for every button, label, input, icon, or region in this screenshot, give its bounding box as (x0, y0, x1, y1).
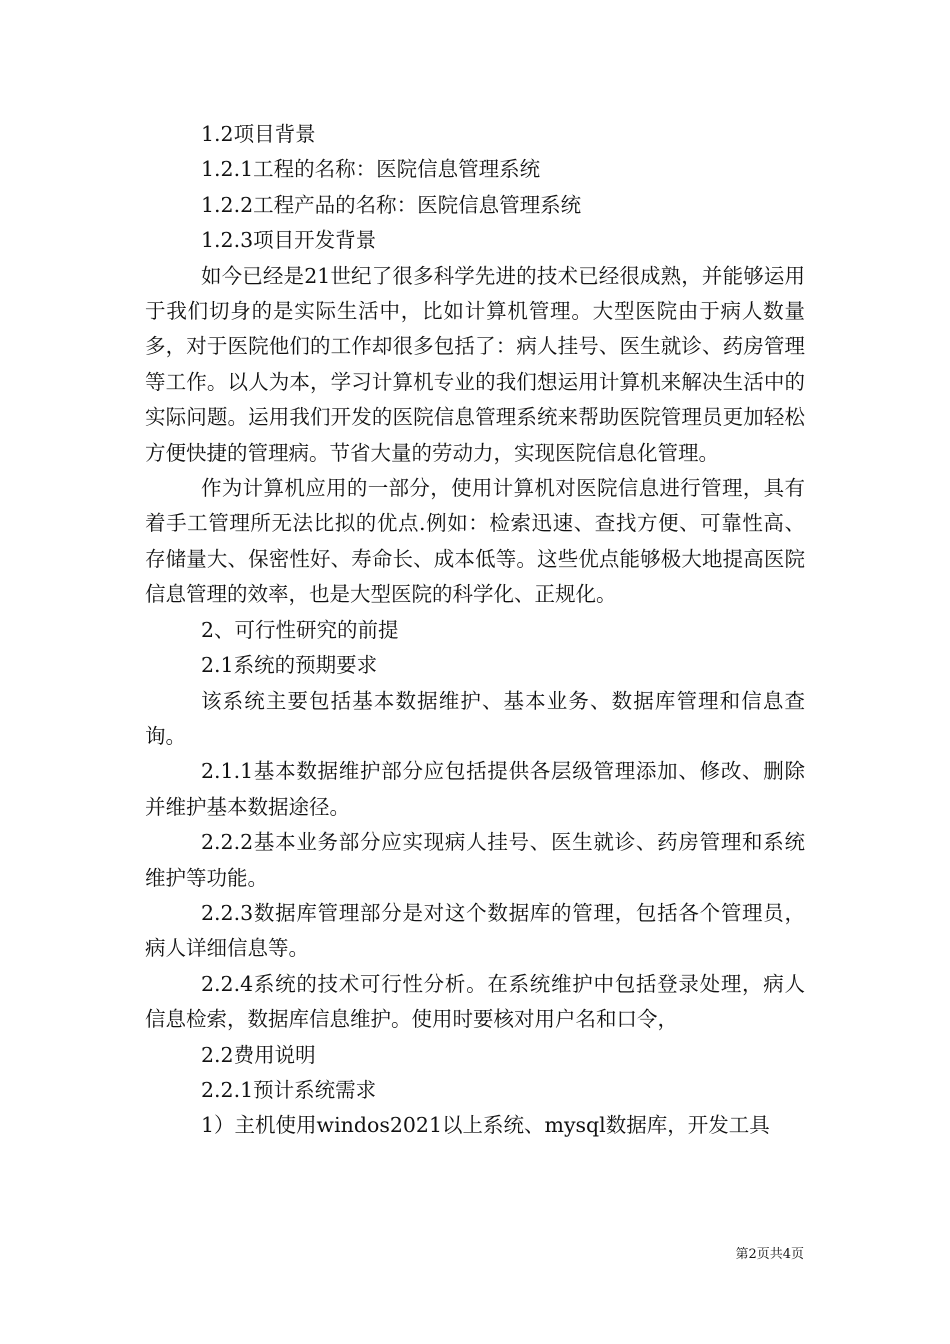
section-heading-2: 2、可行性研究的前提 (201, 617, 399, 642)
body-paragraph-background: 如今已经是21世纪了很多科学先进的技术已经很成熟，并能够运用于我们切身的是实际生活中，比如计算机管理。大型医院由于病人数量多，对于医院他们的工作却很多包括了：病人挂号、医生就诊、药房管理等工作。以人为本，学习计算机专业的我们想运用计算机来解决生活中的实际问题。运用我们开发的医院信息管理系统来帮助医院管理员更加轻松方便快捷的管理病。节省大量的劳动力，实现医院信息化管理。 (145, 263, 805, 465)
section-heading-2-2-1: 2.2.1预计系统需求 (201, 1077, 377, 1102)
page-number-footer: 第2页共4页 (735, 1247, 804, 1262)
body-paragraph-2-2-4: 2.2.4系统的技术可行性分析。在系统维护中包括登录处理，病人信息检索，数据库信息维护。使用时要核对用户名和口令， (145, 971, 805, 1032)
body-paragraph-2-1-1: 2.1.1基本数据维护部分应包括提供各层级管理添加、修改、删除并维护基本数据途径。 (145, 759, 805, 819)
section-heading-1-2-2: 1.2.2工程产品的名称：医院信息管理系统 (201, 192, 582, 217)
document-body (145, 117, 805, 1144)
section-heading-2-1: 2.1系统的预期要求 (201, 653, 378, 678)
section-heading-1-2-3: 1.2.3项目开发背景 (201, 228, 377, 253)
body-paragraph-2-2-2: 2.2.2基本业务部分应实现病人挂号、医生就诊、药房管理和系统维护等功能。 (145, 830, 805, 890)
body-paragraph-requirements-1: 1）主机使用windos2021以上系统、mysql数据库，开发工具 (201, 1113, 770, 1138)
body-paragraph-2-2-3: 2.2.3数据库管理部分是对这个数据库的管理，包括各个管理员，病人详细信息等。 (145, 900, 805, 961)
section-heading-1-2: 1.2项目背景 (201, 122, 316, 146)
section-heading-2-2: 2.2费用说明 (201, 1042, 316, 1067)
body-paragraph-system-scope: 该系统主要包括基本数据维护、基本业务、数据库管理和信息查询。 (145, 688, 805, 748)
body-paragraph-advantages: 作为计算机应用的一部分，使用计算机对医院信息进行管理，具有着手工管理所无法比拟的优点.例如：检索迅速、查找方便、可靠性高、存储量大、保密性好、寿命长、成本低等。这些优点能够极大地提高医院信息管理的效率，也是大型医院的科学化、正规化。 (145, 476, 805, 607)
section-heading-1-2-1: 1.2.1工程的名称：医院信息管理系统 (201, 157, 541, 182)
